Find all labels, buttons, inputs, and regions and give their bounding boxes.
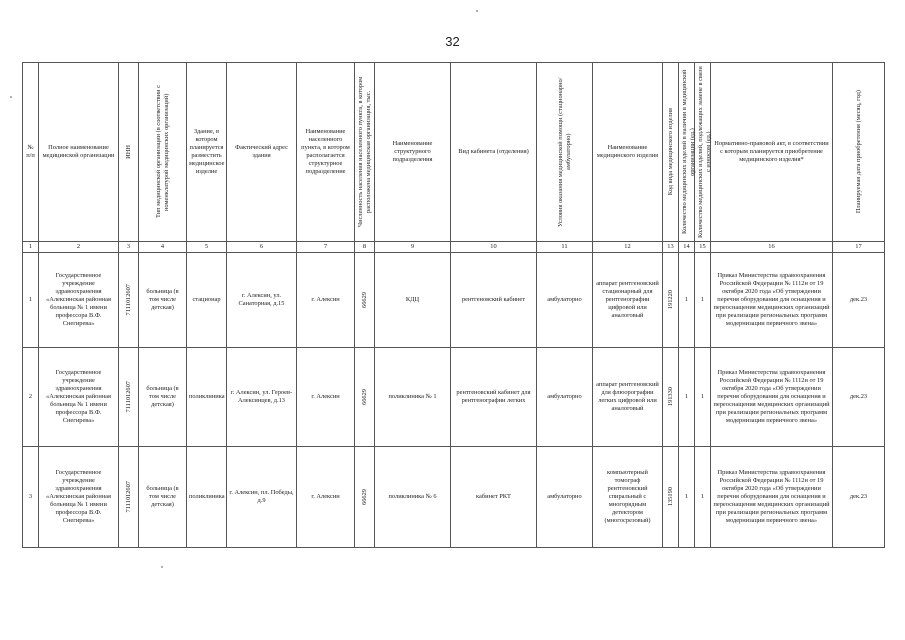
cell-inn <box>119 348 139 447</box>
header-cell: Наименование медицинского изделия <box>593 63 663 242</box>
column-number: 13 <box>663 242 679 253</box>
code-text: 191220 <box>666 290 674 310</box>
header-cell: Фактический адрес здания <box>227 63 297 242</box>
cell-replace: 1 <box>695 253 711 348</box>
cell-building: поликлиника <box>187 447 227 548</box>
header-text: Код вида медицинского изделия <box>666 108 674 196</box>
header-cell: Здание, в котором планируется разместить медицинское изделие <box>187 63 227 242</box>
inn-text: 7111012607 <box>124 284 132 316</box>
header-cell: № п/п <box>23 63 39 242</box>
cell-replace: 1 <box>695 447 711 548</box>
cell-subdivision: поликлиника № 6 <box>375 447 451 548</box>
header-cell: Нормативно-правовой акт, в соответствии с которым планируется приобретение медицинского изделия* <box>711 63 833 242</box>
cell-conditions: амбулаторно <box>537 447 593 548</box>
column-number: 17 <box>833 242 885 253</box>
cell-quantity: 1 <box>679 348 695 447</box>
population-text: 66629 <box>360 389 368 405</box>
cell-settlement: г. Алексин <box>297 348 355 447</box>
header-cell <box>679 63 695 242</box>
cell-inn <box>119 447 139 548</box>
scan-speck <box>161 566 163 568</box>
column-number: 12 <box>593 242 663 253</box>
cell-index: 3 <box>23 447 39 548</box>
cell-address: г. Алексин, ул. Героев-Алексинцев, д.13 <box>227 348 297 447</box>
column-number: 14 <box>679 242 695 253</box>
cell-org-type: больница (в том числе детская) <box>139 447 187 548</box>
cell-inn <box>119 253 139 348</box>
column-number: 8 <box>355 242 375 253</box>
cell-code <box>663 447 679 548</box>
cell-legal-act: Приказ Министерства здравоохранения Российской Федерации № 1112н от 19 октября 2020 года «Об утверждении перечня оборудования для оснащения и переоснащения медицинских организаций при реализации региональных программ модернизации первичного звена» <box>711 348 833 447</box>
code-text: 135190 <box>666 487 674 507</box>
cell-population <box>355 253 375 348</box>
cell-building: стационар <box>187 253 227 348</box>
cell-date: дек.23 <box>833 253 885 348</box>
cell-settlement: г. Алексин <box>297 447 355 548</box>
header-cell: Полное наименование медицинской организации <box>39 63 119 242</box>
cell-conditions: амбулаторно <box>537 348 593 447</box>
column-number: 9 <box>375 242 451 253</box>
cell-organization: Государственное учреждение здравоохранения «Алексинская районная больница № 1 имени профессора В.Ф. Снегирева» <box>39 348 119 447</box>
cell-device: аппарат рентгеновский стационарный для рентгенографии цифровой или аналоговый <box>593 253 663 348</box>
table-row <box>23 253 885 348</box>
table-row <box>23 348 885 447</box>
header-text: Планируемая дата приобретения (месяц, год) <box>854 90 862 214</box>
column-number: 10 <box>451 242 537 253</box>
population-text: 66629 <box>360 489 368 505</box>
column-number: 6 <box>227 242 297 253</box>
inn-text: 7111012607 <box>124 481 132 513</box>
header-cell <box>663 63 679 242</box>
column-number: 1 <box>23 242 39 253</box>
column-number: 2 <box>39 242 119 253</box>
cell-legal-act: Приказ Министерства здравоохранения Российской Федерации № 1112н от 19 октября 2020 года «Об утверждении перечня оборудования для оснащения и переоснащения медицинских организаций при реализации региональных программ модернизации первичного звена» <box>711 253 833 348</box>
cell-address: г. Алексин, ул. Санаторная, д.15 <box>227 253 297 348</box>
header-text: Тип медицинской организации (в соответствии с номенклатурой медицинских организаций) <box>154 85 170 219</box>
header-cell <box>695 63 711 242</box>
cell-org-type: больница (в том числе детская) <box>139 253 187 348</box>
column-number: 4 <box>139 242 187 253</box>
inn-text: 7111012607 <box>124 381 132 413</box>
cell-organization: Государственное учреждение здравоохранения «Алексинская районная больница № 1 имени профессора В.Ф. Снегирева» <box>39 447 119 548</box>
header-text: Количество медицинских изделий, подлежащих замене в связи с износом (ед.) <box>697 66 712 238</box>
cell-population <box>355 447 375 548</box>
cell-date: дек.23 <box>833 447 885 548</box>
cell-device: компьютерный томограф рентгеновский спиральный с многорядным детектором (многосрезовый) <box>593 447 663 548</box>
header-row <box>23 63 885 242</box>
cell-quantity: 1 <box>679 447 695 548</box>
header-text: Количество медицинских изделий в наличии в медицинской организации (ед.) <box>681 69 696 235</box>
header-cell <box>355 63 375 242</box>
cell-population <box>355 348 375 447</box>
code-text: 191330 <box>666 387 674 407</box>
header-text: Численность населения населенного пункта, в котором расположена медицинская организация, тыс. <box>357 76 372 228</box>
cell-cabinet: рентгеновский кабинет <box>451 253 537 348</box>
column-number-row <box>23 242 885 253</box>
header-cell: Вид кабинета (отделения) <box>451 63 537 242</box>
header-text: Условия оказания медицинской помощи (стационарно/ амбулаторно) <box>556 77 572 227</box>
column-number: 16 <box>711 242 833 253</box>
cell-cabinet: кабинет РКТ <box>451 447 537 548</box>
column-number: 5 <box>187 242 227 253</box>
cell-date: дек.23 <box>833 348 885 447</box>
cell-subdivision: поликлиника № 1 <box>375 348 451 447</box>
header-cell <box>537 63 593 242</box>
cell-address: г. Алексин, пл. Победы, д.9 <box>227 447 297 548</box>
cell-index: 1 <box>23 253 39 348</box>
column-number: 7 <box>297 242 355 253</box>
cell-building: поликлиника <box>187 348 227 447</box>
cell-code <box>663 253 679 348</box>
cell-legal-act: Приказ Министерства здравоохранения Российской Федерации № 1112н от 19 октября 2020 года «Об утверждении перечня оборудования для оснащения и переоснащения медицинских организаций при реализации региональных программ модернизации первичного звена» <box>711 447 833 548</box>
cell-replace: 1 <box>695 348 711 447</box>
header-cell <box>139 63 187 242</box>
header-cell <box>119 63 139 242</box>
column-number: 3 <box>119 242 139 253</box>
column-number: 15 <box>695 242 711 253</box>
header-text: ИНН <box>124 145 132 159</box>
scan-speck <box>10 96 12 98</box>
cell-index: 2 <box>23 348 39 447</box>
population-text: 66629 <box>360 292 368 308</box>
cell-code <box>663 348 679 447</box>
cell-device: аппарат рентгеновский для флюорографии легких цифровой или аналоговый <box>593 348 663 447</box>
header-cell: Наименование населенного пункта, в котором располагается структурное подразделение <box>297 63 355 242</box>
cell-conditions: амбулаторно <box>537 253 593 348</box>
header-cell <box>833 63 885 242</box>
cell-org-type: больница (в том числе детская) <box>139 348 187 447</box>
equipment-table <box>22 62 885 548</box>
table-row <box>23 447 885 548</box>
column-number: 11 <box>537 242 593 253</box>
cell-subdivision: КДЦ <box>375 253 451 348</box>
cell-cabinet: рентгеновский кабинет для рентгенографии легких <box>451 348 537 447</box>
page-number: 32 <box>445 34 460 49</box>
cell-settlement: г. Алексин <box>297 253 355 348</box>
header-cell: Наименование структурного подразделения <box>375 63 451 242</box>
cell-organization: Государственное учреждение здравоохранения «Алексинская районная больница № 1 имени профессора В.Ф. Снегирева» <box>39 253 119 348</box>
cell-quantity: 1 <box>679 253 695 348</box>
scan-speck <box>476 10 478 12</box>
